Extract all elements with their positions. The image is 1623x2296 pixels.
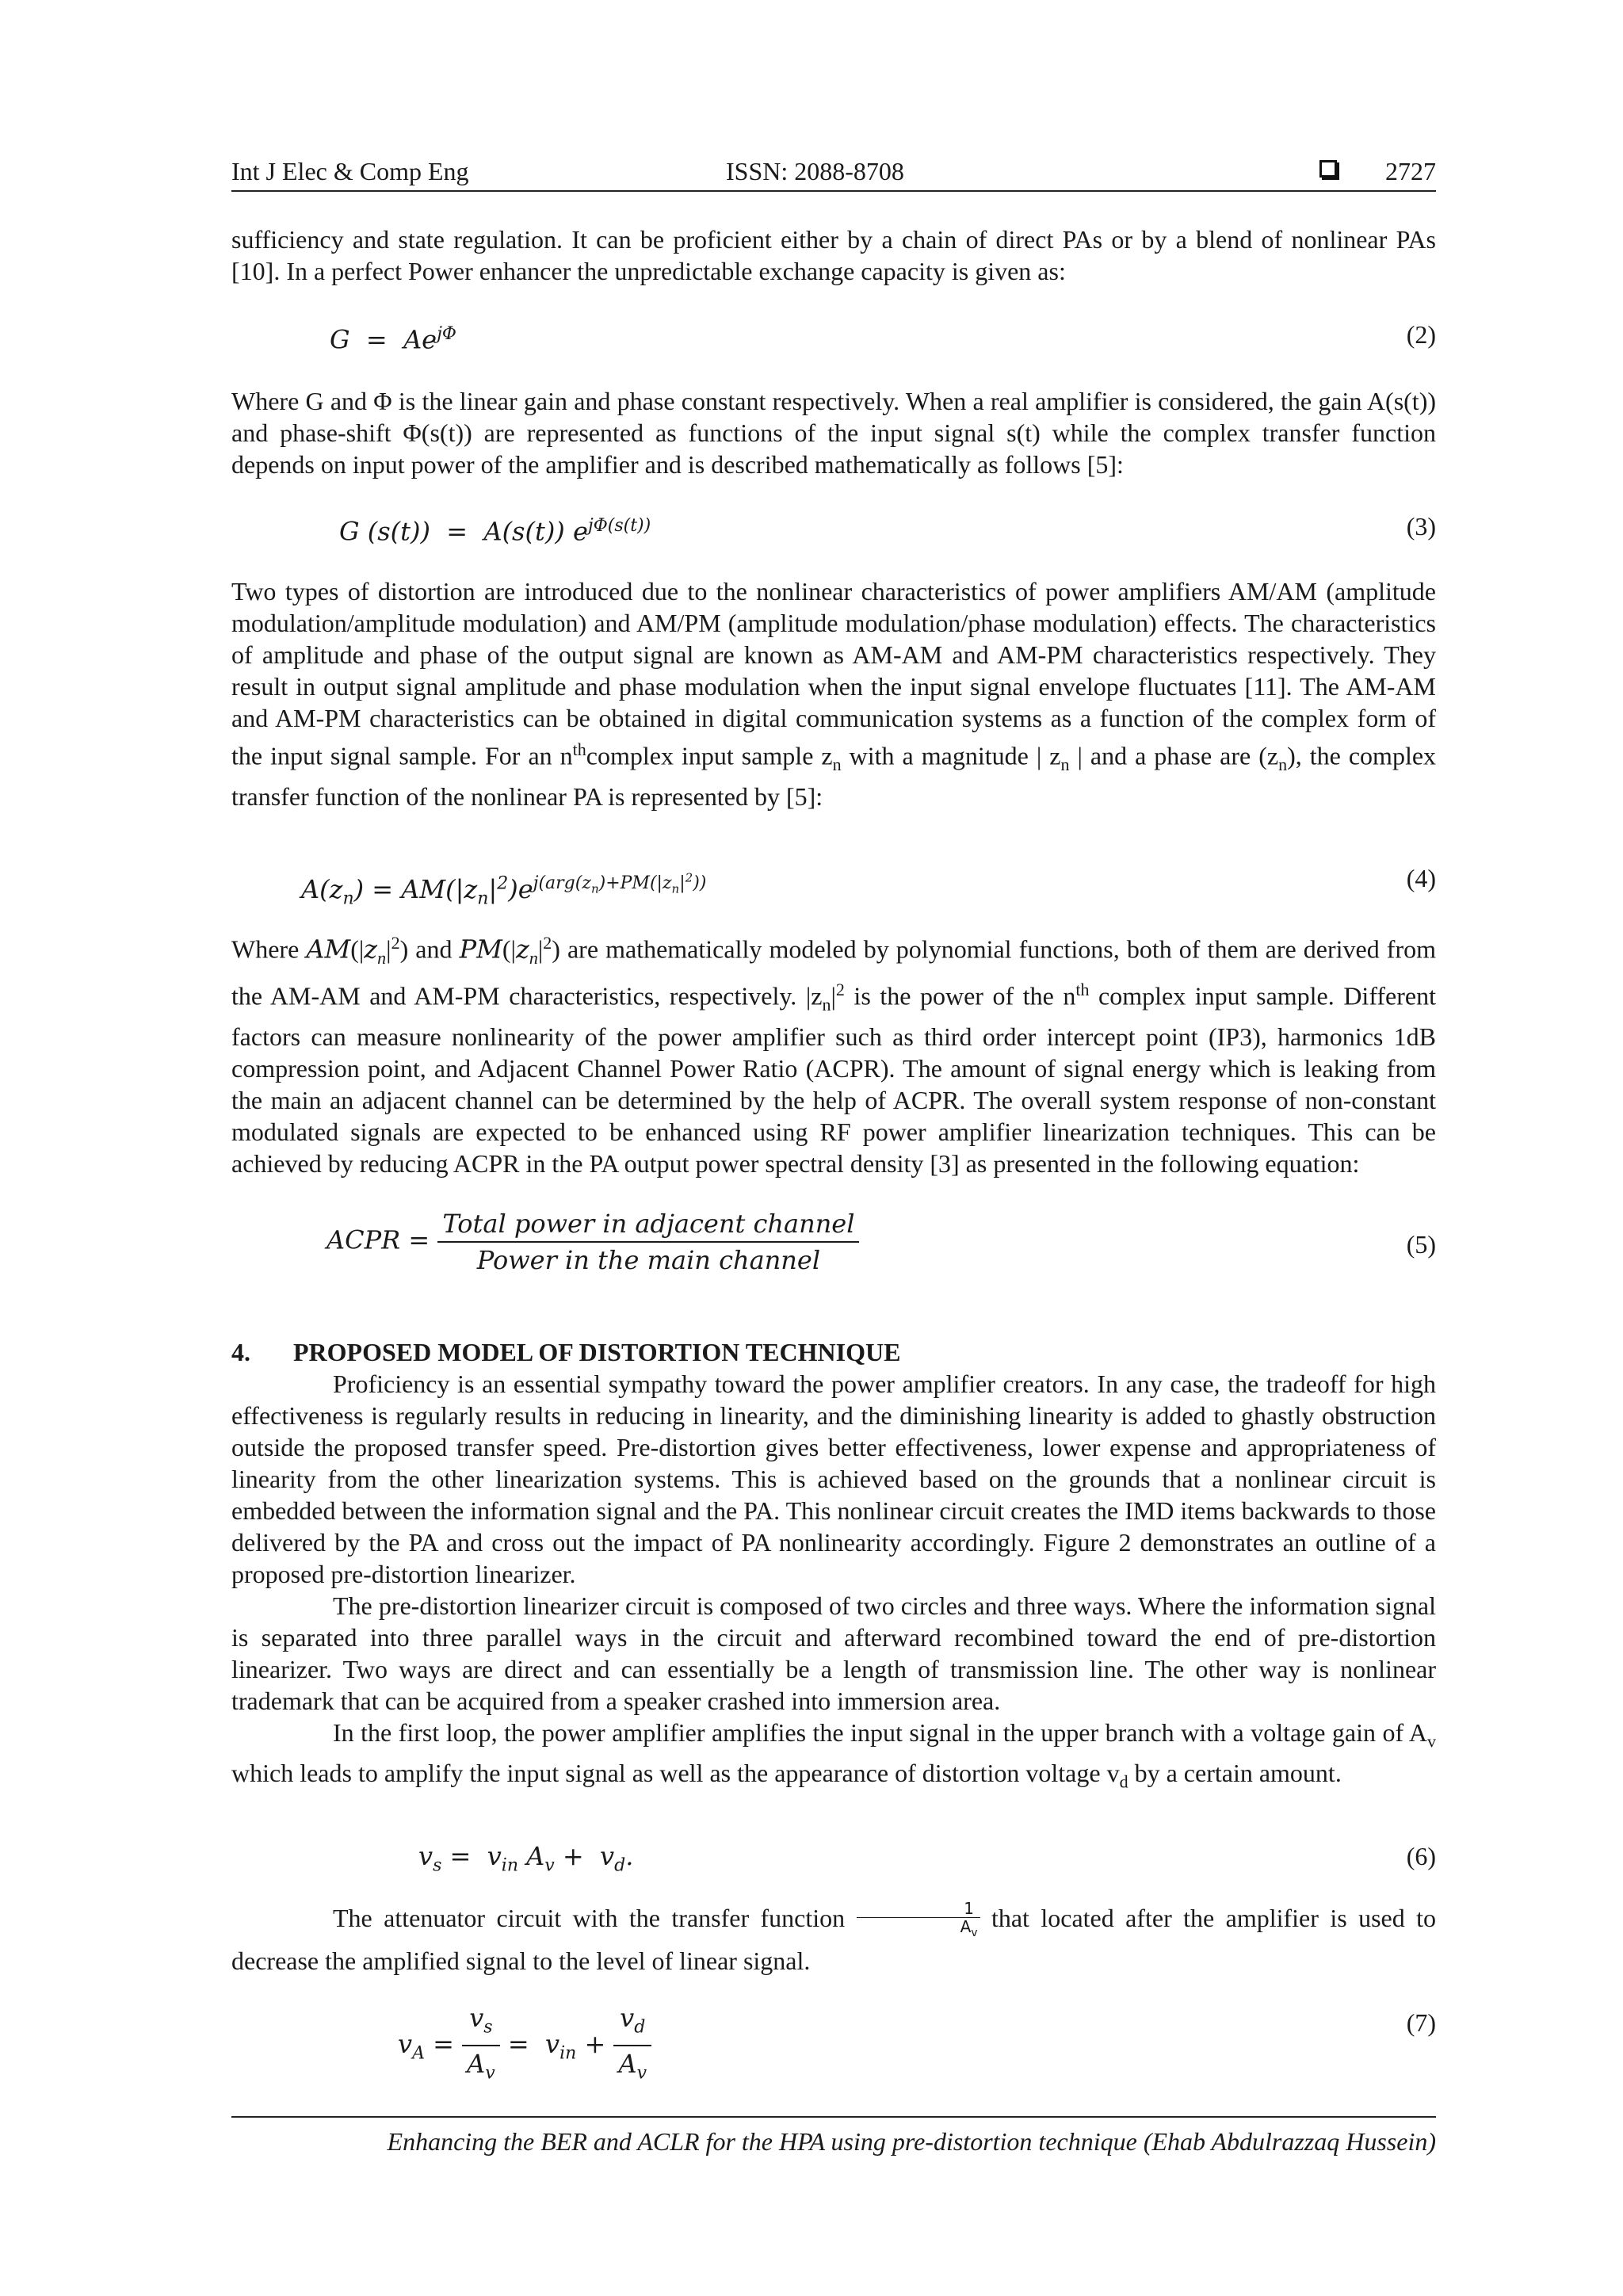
equation-7-formula: $v_A$ = $\frac{v_s}{A_v}$ = $v_{in}$ + $\frac{v_d}{A_v}$ bbox=[398, 2000, 651, 2092]
paragraph-3-text: Two types of distortion are introduced due to the nonlinear characteristics of power amplifiers AM/AM (amplitude modulation/amplitude modulation) and AM/PM (amplitude modulation/phase modulation) effects. The characteristics of amplitude and phase of the output signal are known as AM-AM and AM-PM characteristics respectively. They result in output signal amplitude and phase modulation when the input signal envelope fluctuates [11]. The AM-AM and AM-PM characteristics can be obtained in digital communication systems as a function of the complex form of the input signal sample. For an $n^{th}complex$ input sample $z_n$ with a magnitude | $z_n$ | and a phase are $(z_n)$, the complex transfer function of the nonlinear PA is represented by [5]: bbox=[231, 577, 1437, 812]
equation-4-number: (4) bbox=[1406, 864, 1436, 892]
paragraph-1-text: sufficiency and state regulation. It can be proficient either by a chain of direct PAs or by a blend of nonlinear PAs [10]. In a perfect Power enhancer the unpredictable exchange capacity is given as: bbox=[231, 225, 1436, 285]
paragraph-2-text: Where G and Φ is the linear gain and phase constant respectively. When a real amplifier is considered, the gain A(s(t)) and phase-shift Φ(s(t)) are represented as functions of the input signal s(t) while the complex transfer function depends on input power of the amplifier and is described mathematically as follows [5]: bbox=[231, 387, 1436, 479]
attenuator-fraction: $\frac{1}{A_v}$ bbox=[857, 1900, 980, 1942]
equation-3 bbox=[231, 507, 1436, 552]
equation-5-fraction bbox=[437, 1206, 859, 1278]
equation-7-number: (7) bbox=[1406, 2008, 1436, 2037]
footer-rule bbox=[231, 2116, 1436, 2118]
journal-name: Int J Elec & Comp Eng bbox=[231, 157, 469, 185]
section-4-body bbox=[231, 1368, 1436, 1798]
equation-5-numerator: Total power in adjacent channel bbox=[437, 1206, 859, 1243]
equation-5 bbox=[231, 1206, 1436, 1282]
issn: ISSN: 2088-8708 bbox=[726, 157, 904, 185]
paragraph-8 bbox=[231, 1899, 1436, 1980]
equation-5-lhs: ACPR = bbox=[327, 1224, 430, 1255]
equation-5-number: (5) bbox=[1406, 1230, 1436, 1259]
paragraph-8-text: The attenuator circuit with the transfer function $\frac{1}{A_v}$ that located after the amplifier is used to decrease the amplified signal to the level of linear signal. bbox=[231, 1899, 1437, 1976]
equation-3-number: (3) bbox=[1406, 512, 1436, 541]
page-number: 2727 bbox=[1385, 157, 1436, 185]
equation-4 bbox=[231, 859, 1436, 909]
page-header bbox=[231, 155, 1436, 193]
equation-6-formula: $v_s = v_{in}$ $A_v + v_d$. bbox=[418, 1841, 634, 1876]
section-title: PROPOSED MODEL OF DISTORTION TECHNIQUE bbox=[293, 1338, 901, 1366]
paragraph-3 bbox=[231, 575, 1436, 812]
paragraph-7-text: In the first loop, the power amplifier amplifies the input signal in the upper branch with a voltage gain of $A_v$ which leads to amplify the input signal as well as the appearance of distortion voltage $v_d$ by a certain amount. bbox=[231, 1718, 1436, 1792]
checkbox-square-icon bbox=[1319, 160, 1337, 178]
header-rule bbox=[231, 190, 1436, 192]
equation-7 bbox=[231, 2000, 1436, 2084]
equation-3-formula: G (s(t)) = A(s(t)) $e^{j\Phi(s(t))}$ bbox=[339, 516, 651, 547]
equation-5-formula bbox=[327, 1206, 859, 1278]
paragraph-6-text: The pre-distortion linearizer circuit is composed of two circles and three ways. Where the information signal is separated into three parallel ways in the circuit and afterward recombined toward the end of pre-distortion linearizer. Two ways are direct and can essentially be a length of transmission line. The other way is nonlinear trademark that can be acquired from a speaker crashed into immersion area. bbox=[231, 1591, 1436, 1715]
section-number: 4. bbox=[231, 1338, 250, 1366]
paragraph-1 bbox=[231, 223, 1436, 287]
equation-5-denominator: Power in the main channel bbox=[476, 1245, 821, 1275]
paragraph-4 bbox=[231, 927, 1436, 1179]
equation-6 bbox=[231, 1837, 1436, 1881]
equation-4-formula: $A(z_n) = AM(|z_n|^2)e^{j(arg(z_n)+PM(|z_n|^2))}$ bbox=[301, 871, 707, 909]
equation-6-number: (6) bbox=[1406, 1842, 1436, 1870]
page-footer: Enhancing the BER and ACLR for the HPA using pre-distortion technique (Ehab Abdulrazzaq Hussein) bbox=[387, 2127, 1436, 2156]
equation-2-number: (2) bbox=[1406, 320, 1436, 349]
paragraph-4-text: Where $AM(|z_n|^2)$ and $PM(|z_n|^2)$ are mathematically modeled by polynomial functions, both of them are derived from the AM-AM and AM-PM characteristics, respectively. $|z_n|^2$ is the power of the $n^{th}$ complex input sample. Different factors can measure nonlinearity of the power amplifier such as third order intercept point (IP3), harmonics 1dB compression point, and Adjacent Channel Power Ratio (ACPR). The amount of signal energy which is leaking from the main an adjacent channel can be determined by the help of ACPR. The overall system response of non-constant modulated signals are expected to be enhanced using RF power amplifier linearization techniques. This can be achieved by reducing ACPR in the PA output power spectral density [3] as presented in the following equation: bbox=[231, 933, 1437, 1179]
section-heading bbox=[231, 1336, 900, 1368]
equation-2-formula: $G = Ae^{j\Phi}$ bbox=[330, 324, 456, 355]
paragraph-2 bbox=[231, 385, 1436, 480]
equation-2 bbox=[231, 315, 1436, 360]
paragraph-5-text: Proficiency is an essential sympathy toward the power amplifier creators. In any case, the tradeoff for high effectiveness is regularly results in reducing in linearity, and the diminishing linearity is added to ghastly obstruction outside the proposed transfer speed. Pre-distortion gives better effectiveness, lower expense and appropriateness of linearity from the other linearization systems. This is achieved based on the grounds that a nonlinear circuit is embedded between the information signal and the PA. This nonlinear circuit creates the IMD items backwards to those delivered by the PA and cross out the impact of PA nonlinearity accordingly. Figure 2 demonstrates an outline of a proposed pre-distortion linearizer. bbox=[231, 1370, 1436, 1588]
